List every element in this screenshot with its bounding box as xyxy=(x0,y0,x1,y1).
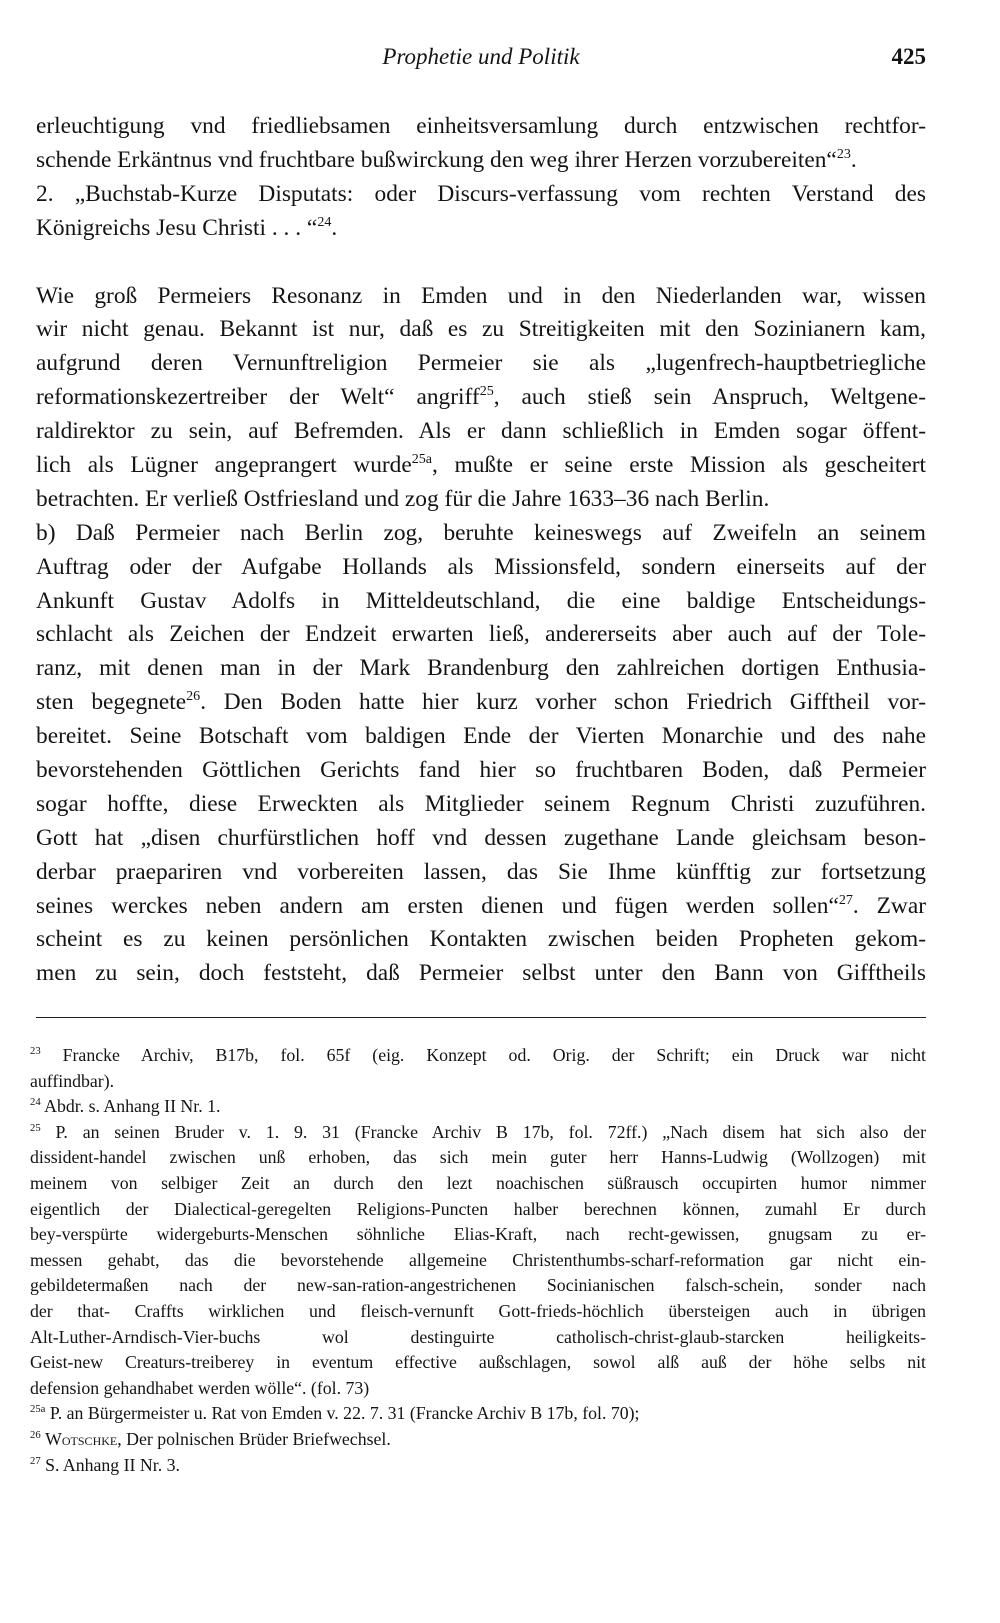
text-line xyxy=(36,110,926,144)
text-line xyxy=(36,347,926,381)
line-text: lich als Lügner angeprangert wurde xyxy=(36,452,412,479)
text-line xyxy=(36,822,926,856)
line-text: Gott hat „disen churfürstlichen hoff vnd dessen zugethane Lande gleichsam beson- xyxy=(36,824,926,851)
footnote-line xyxy=(30,1171,926,1197)
line-text: scheint es zu keinen persönlichen Kontakten zwischen beiden Propheten gekom- xyxy=(36,926,926,953)
footnote-number: 26 xyxy=(30,1428,41,1441)
line-text: schlacht als Zeichen der Endzeit erwarten ließ, andererseits aber auch auf der Tole- xyxy=(36,621,926,648)
line-text: Geist-new Creaturs-treiberey in eventum effective außschlagen, sowol alß auß der höhe selbs nit xyxy=(30,1352,926,1373)
line-text: messen gehabt, das die bevorstehende allgemeine Christenthumbs-scharf-reformation gar nicht ein- xyxy=(30,1249,926,1270)
line-text: bey-verspürte widergeburts-Menschen söhnliche Elias-Kraft, nach recht-gewissen, gnugsam zu er- xyxy=(30,1224,926,1245)
text-line xyxy=(36,313,926,347)
footnotes xyxy=(30,1043,926,1478)
line-text: Abdr. s. Anhang II Nr. 1. xyxy=(40,1096,221,1117)
line-text: Ankunft Gustav Adolfs in Mitteldeutschland, die eine baldige Entscheidungs- xyxy=(36,587,926,614)
footnote-reference: 27 xyxy=(838,891,853,908)
line-text: , Der polnischen Brüder Briefwechsel. xyxy=(117,1428,391,1449)
line-text: betrachten. Er verließ Ostfriesland und zog für die Jahre 1633–36 nach Berlin. xyxy=(36,485,770,512)
line-text: gebildetermaßen nach der new-san-ration-angestrichenen Socinianischen falsch-schein, sonder nach xyxy=(30,1275,926,1296)
line-text: auffindbar). xyxy=(30,1070,115,1091)
text-line xyxy=(36,415,926,449)
line-text: P. an seinen Bruder v. 1. 9. 31 (Francke Archiv B 17b, fol. 72ff.) „Nach disem hat sich also der xyxy=(40,1121,926,1142)
line-text: eigentlich der Dialectical-geregelten Religions-Puncten halber berechnen können, zumahl Er durch xyxy=(30,1198,926,1219)
line-text: dissident-handel zwischen unß erhoben, das sich mein guter herr Hanns-Ludwig (Wollzogen) mit xyxy=(30,1147,926,1168)
footnote-line xyxy=(30,1043,926,1069)
footnote-number: 27 xyxy=(30,1454,41,1467)
line-text: raldirektor zu sein, auf Befremden. Als er dann schließlich in Emden sogar öffent- xyxy=(36,418,926,445)
text-line xyxy=(36,449,926,483)
page-number: 425 xyxy=(891,44,926,69)
line-text: 2. „Buchstab-Kurze Disputats: oder Discurs-verfassung vom rechten Verstand des xyxy=(36,180,926,207)
text-line xyxy=(36,585,926,619)
footnote-reference: 26 xyxy=(186,688,201,705)
line-text: sten begegnete xyxy=(36,689,187,716)
line-text: seines werckes neben andern am ersten dienen und fügen werden sollen“ xyxy=(36,892,839,919)
line-text: bereitet. Seine Botschaft vom baldigen Ende der Vierten Monarchie und des nahe xyxy=(36,723,926,750)
text-line xyxy=(36,923,926,957)
line-text: Francke Archiv, B17b, fol. 65f (eig. Konzept od. Orig. der Schrift; ein Druck war nicht xyxy=(40,1045,926,1065)
line-text: . xyxy=(850,146,857,173)
line-text: , auch stieß sein Anspruch, Weltgene- xyxy=(493,384,926,411)
line-text: . Zwar xyxy=(852,892,926,919)
text-line xyxy=(36,144,926,178)
footnote-reference: 25a xyxy=(411,451,433,468)
footnote-line xyxy=(30,1427,926,1453)
footnote-number: 25 xyxy=(30,1121,41,1134)
footnote-line xyxy=(30,1453,926,1479)
text-line xyxy=(36,957,926,991)
text-line xyxy=(36,856,926,890)
paragraph-gap xyxy=(36,246,926,280)
line-text: Auftrag oder der Aufgabe Hollands als Missionsfeld, sondern einerseits auf der xyxy=(36,553,926,580)
line-text: derbar praepariren vnd vorbereiten lassen, das Sie Ihme künfftig zur fortsetzung xyxy=(36,858,926,885)
line-text: ranz, mit denen man in der Mark Brandenburg den zahlreichen dortigen Enthusia- xyxy=(36,655,926,682)
line-text: . xyxy=(331,214,338,241)
footnote-line xyxy=(30,1299,926,1325)
footnote-line xyxy=(30,1325,926,1351)
line-text: P. an Bürgermeister u. Rat von Emden v. 22. 7. 31 (Francke Archiv B 17b, fol. 70); xyxy=(45,1403,640,1424)
footnote-reference: 25 xyxy=(479,383,494,400)
text-line xyxy=(36,483,926,517)
footnote-line xyxy=(30,1350,926,1376)
line-text: . Den Boden hatte hier kurz vorher schon Friedrich Gifftheil vor- xyxy=(200,689,926,716)
footnote-reference: 24 xyxy=(317,213,332,230)
footnote-line xyxy=(30,1222,926,1248)
line-text: schende Erkäntnus vnd fruchtbare bußwirckung den weg ihrer Herzen vorzubereiten“ xyxy=(36,146,837,173)
main-text xyxy=(36,110,926,991)
footnote-number: 25a xyxy=(30,1403,46,1416)
text-line xyxy=(36,517,926,551)
line-text: bevorstehenden Göttlichen Gerichts fand hier so fruchtbaren Boden, daß Permeier xyxy=(36,757,926,784)
text-line xyxy=(36,720,926,754)
text-line xyxy=(36,212,926,246)
footnote-line xyxy=(30,1273,926,1299)
footnote-number: 24 xyxy=(30,1096,41,1109)
line-text: defension gehandhabet werden wölle“. (fol. 73) xyxy=(30,1377,370,1398)
text-line xyxy=(36,788,926,822)
text-line xyxy=(36,754,926,788)
text-line xyxy=(36,686,926,720)
text-line xyxy=(36,652,926,686)
line-text: , mußte er seine erste Mission als gescheitert xyxy=(432,452,926,479)
footnote-rule xyxy=(36,1017,926,1018)
footnote-line xyxy=(30,1120,926,1146)
text-line xyxy=(36,618,926,652)
line-text: b) Daß Permeier nach Berlin zog, beruhte keineswegs auf Zweifeln an seinem xyxy=(36,519,926,546)
text-line xyxy=(36,178,926,212)
line-text: reformationskezertreiber der Welt“ angriff xyxy=(36,384,480,411)
page-header xyxy=(36,44,926,84)
footnote-number: 23 xyxy=(30,1045,41,1058)
text-line xyxy=(36,551,926,585)
text-line xyxy=(36,280,926,314)
footnote-line xyxy=(30,1069,926,1095)
footnote-line xyxy=(30,1145,926,1171)
line-text: der that- Craffts wirklichen und fleisch-vernunft Gott-frieds-höchlich übersteigen auch in übrigen xyxy=(30,1300,926,1321)
text-line xyxy=(36,890,926,924)
footnote-line xyxy=(30,1376,926,1402)
line-text: Alt-Luther-Arndisch-Vier-buchs wol destinguirte catholisch-christ-glaub-starcken heiligkeits- xyxy=(30,1326,926,1347)
line-text: erleuchtigung vnd friedliebsamen einheitsversamlung durch entzwischen rechtfor- xyxy=(36,113,926,139)
author-name: Wotschke xyxy=(45,1428,118,1449)
line-text: Königreichs Jesu Christi . . . “ xyxy=(36,214,318,241)
line-text: wir nicht genau. Bekannt ist nur, daß es zu Streitigkeiten mit den Sozinianern kam, xyxy=(36,316,926,343)
line-text: S. Anhang II Nr. 3. xyxy=(40,1454,180,1475)
footnote-reference: 23 xyxy=(836,146,851,163)
line-text: sogar hoffte, diese Erweckten als Mitglieder seinem Regnum Christi zuzuführen. xyxy=(36,790,926,817)
line-text: Wie groß Permeiers Resonanz in Emden und in den Niederlanden war, wissen xyxy=(36,282,926,309)
footnote-line xyxy=(30,1248,926,1274)
text-line xyxy=(36,381,926,415)
running-title: Prophetie und Politik xyxy=(382,44,580,69)
line-text: aufgrund deren Vernunftreligion Permeier sie als „lugenfrech-hauptbetriegliche xyxy=(36,350,926,377)
line-text: men zu sein, doch feststeht, daß Permeier selbst unter den Bann von Gifftheils xyxy=(36,960,926,987)
line-text: meinem von selbiger Zeit an durch den lezt noachischen süßrausch occupirten humor nimmer xyxy=(30,1172,926,1193)
footnote-line xyxy=(30,1094,926,1120)
footnote-line xyxy=(30,1197,926,1223)
footnote-line xyxy=(30,1401,926,1427)
